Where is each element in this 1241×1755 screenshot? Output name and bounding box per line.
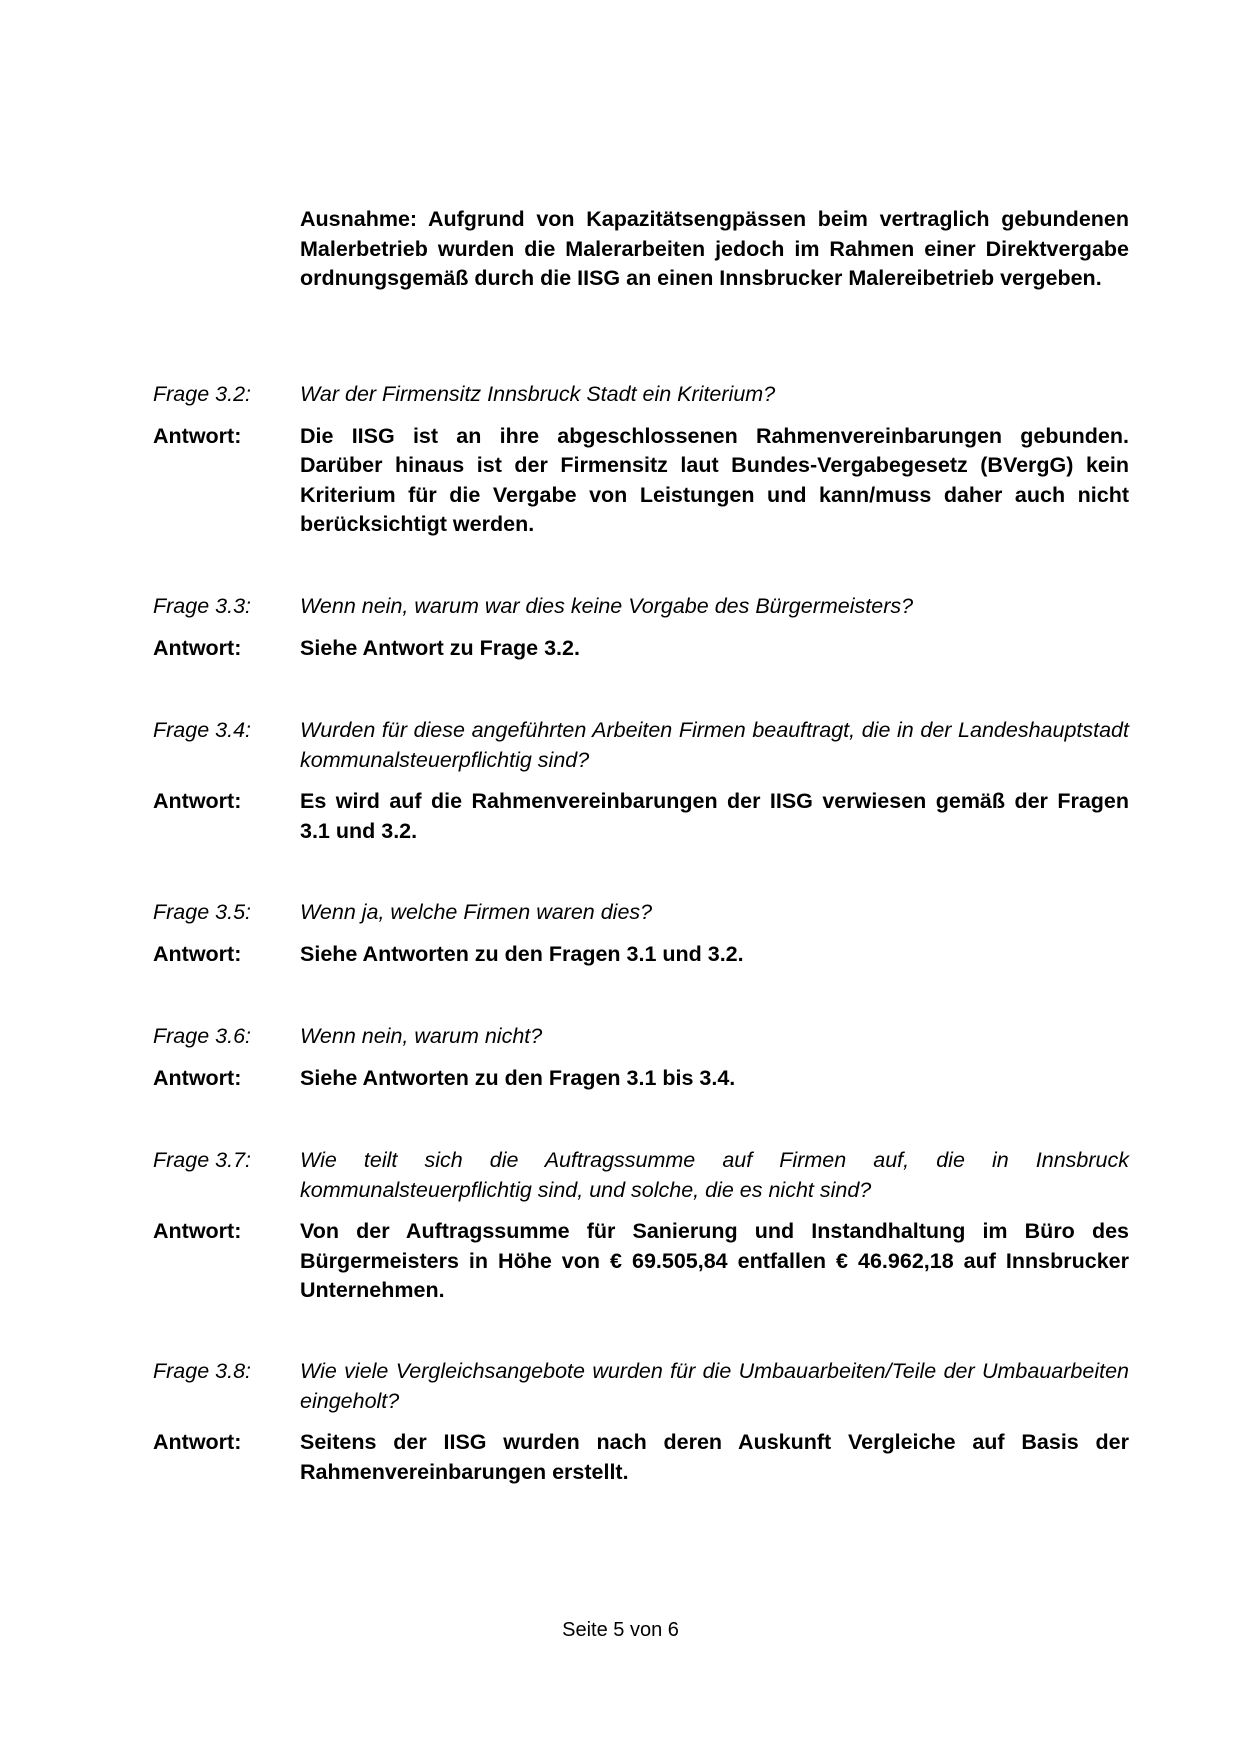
qa-block-3-3 (153, 592, 1129, 663)
question-row (153, 1146, 1129, 1205)
answer-row (153, 422, 1129, 540)
answer-label: Antwort: (153, 1430, 242, 1454)
answer-row (153, 634, 1129, 664)
question-label: Frage 3.8: (153, 1359, 251, 1383)
answer-row (153, 787, 1129, 846)
answer-label: Antwort: (153, 1219, 242, 1243)
answer-row (153, 1217, 1129, 1306)
question-row (153, 1022, 1129, 1052)
question-row (153, 1357, 1129, 1416)
answer-text: Die IISG ist an ihre abgeschlossenen Rahmenvereinbarungen gebunden. Darüber hinaus ist der Firmensitz laut Bundes-Vergabegesetz (BVergG) kein Kriterium für die Vergabe von Leistungen und kann/muss daher auch nicht berücksichtigt werden. (300, 423, 1129, 536)
answer-text: Von der Auftragssumme für Sanierung und Instandhaltung im Büro des Bürgermeisters in Höhe von € 69.505,84 entfallen € 46.962,18 auf Innsbrucker Unternehmen. (300, 1219, 1129, 1302)
qa-block-3-2 (153, 380, 1129, 540)
question-text: Wie teilt sich die Auftragssumme auf Firmen auf, die in Innsbruck kommunalsteuerpflichtig sind, und solche, die es nicht sind? (300, 1148, 1129, 1202)
question-text: Wenn ja, welche Firmen waren dies? (300, 900, 653, 924)
question-text: Wenn nein, warum nicht? (300, 1024, 543, 1048)
answer-label: Antwort: (153, 635, 242, 660)
answer-row (153, 1064, 1129, 1094)
answer-text: Seitens der IISG wurden nach deren Auskunft Vergleiche auf Basis der Rahmenvereinbarungen erstellt. (300, 1430, 1129, 1484)
answer-label: Antwort: (153, 423, 242, 448)
question-text: Wurden für diese angeführten Arbeiten Firmen beauftragt, die in der Landeshauptstadt kommunalsteuerpflichtig sind? (300, 718, 1129, 772)
intro-paragraph: Ausnahme: Aufgrund von Kapazitätsengpässen beim vertraglich gebundenen Malerbetrieb wurden die Malerarbeiten jedoch im Rahmen einer Direktvergabe ordnungsgemäß durch die IISG an einen Innsbrucker Malereibetrieb vergeben. (300, 207, 1129, 290)
question-label: Frage 3.4: (153, 718, 251, 742)
answer-text: Siehe Antworten zu den Fragen 3.1 bis 3.4. (300, 1065, 736, 1090)
question-label: Frage 3.7: (153, 1148, 251, 1172)
qa-block-3-5 (153, 898, 1129, 969)
answer-text: Siehe Antwort zu Frage 3.2. (300, 635, 580, 660)
question-row (153, 380, 1129, 410)
answer-text: Siehe Antworten zu den Fragen 3.1 und 3.2. (300, 941, 744, 966)
question-text: Wenn nein, warum war dies keine Vorgabe des Bürgermeisters? (300, 594, 914, 618)
answer-label: Antwort: (153, 1065, 242, 1090)
question-label: Frage 3.2: (153, 382, 251, 406)
answer-label: Antwort: (153, 941, 242, 966)
question-label: Frage 3.3: (153, 594, 251, 618)
answer-label: Antwort: (153, 789, 242, 813)
question-row (153, 898, 1129, 928)
qa-block-3-6 (153, 1022, 1129, 1093)
qa-block-3-8 (153, 1357, 1129, 1487)
question-row (153, 592, 1129, 622)
question-label: Frage 3.6: (153, 1024, 251, 1048)
question-label: Frage 3.5: (153, 900, 251, 924)
page-number: Seite 5 von 6 (562, 1619, 679, 1641)
answer-row (153, 940, 1129, 970)
answer-row (153, 1428, 1129, 1487)
question-text: War der Firmensitz Innsbruck Stadt ein Kriterium? (300, 382, 776, 406)
question-row (153, 716, 1129, 775)
question-text: Wie viele Vergleichsangebote wurden für die Umbauarbeiten/Teile der Umbauarbeiten eingeholt? (300, 1359, 1129, 1413)
qa-block-3-7 (153, 1146, 1129, 1306)
answer-text: Es wird auf die Rahmenvereinbarungen der IISG verwiesen gemäß der Fragen 3.1 und 3.2. (300, 789, 1129, 843)
qa-block-3-4 (153, 716, 1129, 846)
